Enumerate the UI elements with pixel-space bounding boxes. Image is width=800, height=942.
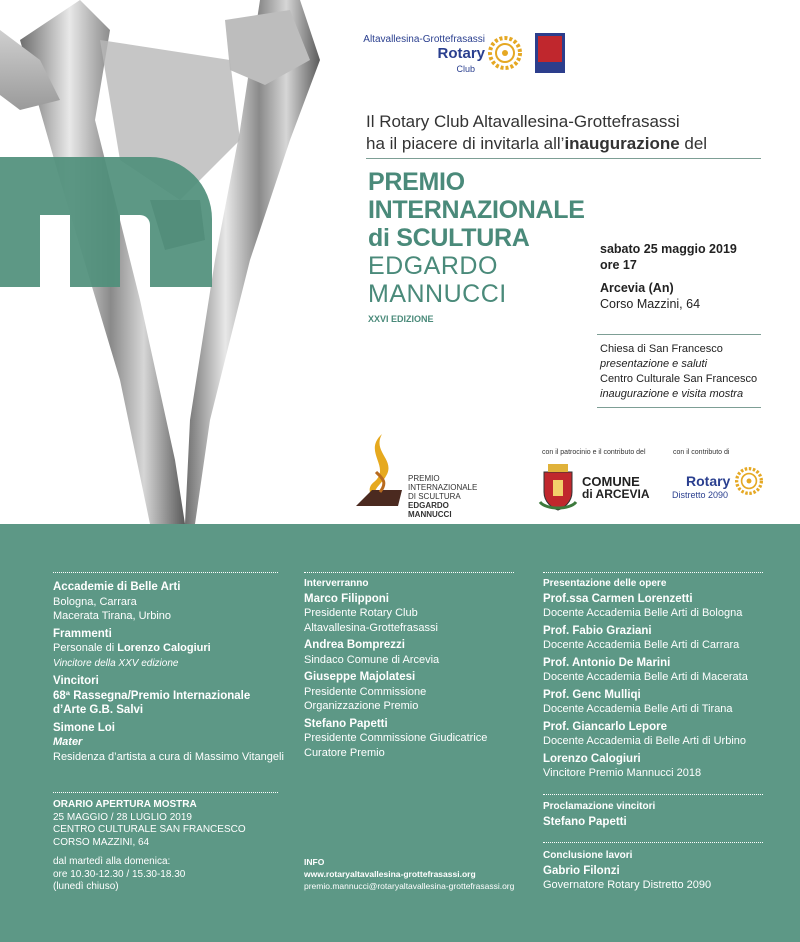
heading: Proclamazione vincitori — [543, 801, 656, 812]
text-line — [53, 641, 293, 656]
intro-part-b: inaugurazione — [564, 134, 680, 153]
divider — [597, 407, 761, 408]
heading: Frammenti — [53, 627, 112, 640]
text-line: dal martedì alla domenica: — [53, 856, 171, 867]
speaker-name: Stefano Papetti — [543, 815, 627, 828]
text-line: (lunedì chiuso) — [53, 881, 119, 892]
text-line: ore 10.30-12.30 / 15.30-18.30 — [53, 868, 186, 880]
venue-2-note: inaugurazione e visita mostra — [600, 388, 744, 400]
note: Vincitore della XXV edizione — [53, 657, 179, 669]
heading: d’Arte G.B. Salvi — [53, 704, 144, 716]
mannucci-m-logo — [0, 157, 215, 287]
premio-logo-line: DI SCULTURA — [408, 492, 461, 501]
title-line-5: MANNUCCI — [368, 280, 507, 308]
speaker-role: Organizzazione Premio — [304, 700, 419, 712]
venue-2: Centro Culturale San Francesco — [600, 373, 758, 385]
speaker-role: Docente Accademia Belle Arti di Bologna — [543, 607, 743, 619]
text-part: Personale di — [53, 642, 118, 654]
venue-1-note: presentazione e saluti — [600, 358, 708, 370]
divider — [597, 334, 761, 335]
venue-1: Chiesa di San Francesco — [600, 343, 723, 355]
speaker-role: Docente Accademia di Belle Arti di Urbino — [543, 735, 746, 747]
coat-of-arms-icon — [538, 462, 578, 512]
club-name: Altavallesina-Grottefrasassi — [363, 34, 485, 45]
speaker-name: Marco Filipponi — [304, 592, 389, 605]
event-title — [368, 168, 585, 308]
event-address: Corso Mazzini, 64 — [600, 297, 701, 311]
program-left-column — [53, 580, 293, 764]
dotted-divider — [53, 792, 278, 793]
event-time: ore 17 — [600, 258, 637, 272]
district-flag-icon — [535, 33, 565, 73]
heading: Presentazione delle opere — [543, 578, 667, 589]
text-line: Bologna, Carrara — [53, 595, 137, 608]
intro-line-2 — [366, 133, 707, 155]
rotary-wheel-icon — [488, 36, 522, 70]
event-place: Arcevia (An) — [600, 281, 674, 295]
dotted-divider — [543, 572, 763, 573]
speaker-name: Gabrio Filonzi — [543, 864, 620, 877]
speaker-name: Prof. Genc Mulliqi — [543, 688, 641, 701]
speaker-name: Prof. Fabio Graziani — [543, 624, 652, 637]
speaker-role: Docente Accademia Belle Arti di Macerata — [543, 671, 748, 683]
title-line-1: PREMIO — [368, 168, 465, 196]
speaker-name: Stefano Papetti — [304, 717, 388, 730]
proclamation-block — [543, 800, 793, 829]
edition-label: XXVI EDIZIONE — [368, 314, 434, 324]
heading: Simone Loi — [53, 721, 115, 734]
rotary-club-logo — [363, 30, 530, 80]
speaker-role: Presidente Commissione Giudicatrice — [304, 732, 488, 744]
premio-logo — [352, 432, 492, 519]
title-line-4: EDGARDO — [368, 252, 498, 280]
district-number: Distretto 2090 — [672, 490, 729, 500]
speaker-name: Prof. Giancarlo Lepore — [543, 720, 667, 733]
premio-logo-line: EDGARDO MANNUCCI — [408, 501, 452, 519]
artist-name: Lorenzo Calogiuri — [117, 642, 211, 654]
rotary-district-logo — [672, 465, 772, 505]
intro-part-c: del — [679, 134, 708, 153]
artwork-title: Mater — [53, 736, 83, 748]
club-label: Club — [456, 64, 475, 74]
website-link[interactable]: www.rotaryaltavallesina-grottefrasassi.org — [304, 869, 476, 879]
comune-name: COMUNE — [582, 474, 640, 489]
conclusion-block — [543, 849, 793, 893]
speaker-role: Altavallesina-Grottefrasassi — [304, 621, 438, 634]
dotted-divider — [543, 842, 763, 843]
speaker-name: Prof. Antonio De Marini — [543, 656, 671, 669]
speaker-role: Sindaco Comune di Arcevia — [304, 653, 440, 666]
speaker-role: Governatore Rotary Distretto 2090 — [543, 879, 712, 891]
patrocinio-label: con il patrocinio e il contributo del — [542, 449, 646, 456]
dotted-divider — [304, 572, 514, 573]
heading: Interverranno — [304, 578, 369, 589]
email-link[interactable]: premio.mannucci@rotaryaltavallesina-grottefrasassi.org — [304, 881, 515, 891]
premio-logo-text — [408, 474, 492, 519]
rotary-wheel-icon — [735, 467, 763, 495]
heading: 68ª Rassegna/Premio Internazionale — [53, 689, 251, 702]
program-right-column — [543, 577, 793, 781]
dotted-divider — [53, 572, 278, 573]
event-when — [600, 241, 737, 312]
info-block — [304, 856, 534, 892]
heading: Accademie di Belle Arti — [53, 581, 181, 593]
speaker-name: Andrea Bomprezzi — [304, 639, 405, 651]
club-rotary: Rotary — [437, 45, 485, 62]
divider — [366, 158, 761, 159]
opening-hours — [53, 799, 293, 894]
title-line-2: INTERNAZIONALE — [368, 196, 585, 224]
event-venues — [600, 342, 757, 402]
text-line: CORSO MAZZINI, 64 — [53, 836, 150, 848]
district-rotary: Rotary — [686, 473, 731, 489]
hours-title: ORARIO APERTURA MOSTRA — [53, 799, 197, 810]
intro-line-1: Il Rotary Club Altavallesina-Grottefrasassi — [366, 112, 680, 131]
speaker-name: Prof.ssa Carmen Lorenzetti — [543, 592, 693, 605]
contributo-label: con il contributo di — [673, 449, 730, 456]
dotted-divider — [543, 794, 763, 795]
text-line: Residenza d’artista a cura di Massimo Vitangeli — [53, 750, 284, 763]
program-section — [0, 524, 800, 942]
heading: Conclusione lavori — [543, 850, 633, 861]
speaker-name: Lorenzo Calogiuri — [543, 752, 641, 765]
premio-logo-line: PREMIO — [408, 474, 440, 483]
info-heading: INFO — [304, 857, 325, 867]
comune-logo — [538, 462, 658, 512]
speaker-role: Docente Accademia Belle Arti di Tirana — [543, 703, 733, 715]
event-date: sabato 25 maggio 2019 — [600, 242, 737, 256]
title-line-3: di SCULTURA — [368, 224, 530, 252]
flame-icon — [352, 432, 406, 512]
text-line: CENTRO CULTURALE SAN FRANCESCO — [53, 824, 246, 835]
intro-text — [366, 111, 707, 155]
speaker-role: Vincitore Premio Mannucci 2018 — [543, 767, 702, 779]
speaker-role: Presidente Rotary Club — [304, 607, 418, 619]
premio-logo-line: INTERNAZIONALE — [408, 483, 478, 492]
speaker-role: Presidente Commissione — [304, 685, 427, 698]
heading: Vincitori — [53, 675, 99, 687]
speaker-role: Docente Accademia Belle Arti di Carrara — [543, 639, 740, 651]
speaker-name: Giuseppe Majolatesi — [304, 671, 416, 683]
speaker-role: Curatore Premio — [304, 746, 385, 759]
comune-town: di ARCEVIA — [582, 487, 650, 501]
program-middle-column — [304, 577, 529, 760]
text-line: 25 MAGGIO / 28 LUGLIO 2019 — [53, 811, 192, 823]
intro-part-a: ha il piacere di invitarla all’ — [366, 134, 565, 153]
text-line: Macerata Tirana, Urbino — [53, 610, 171, 622]
